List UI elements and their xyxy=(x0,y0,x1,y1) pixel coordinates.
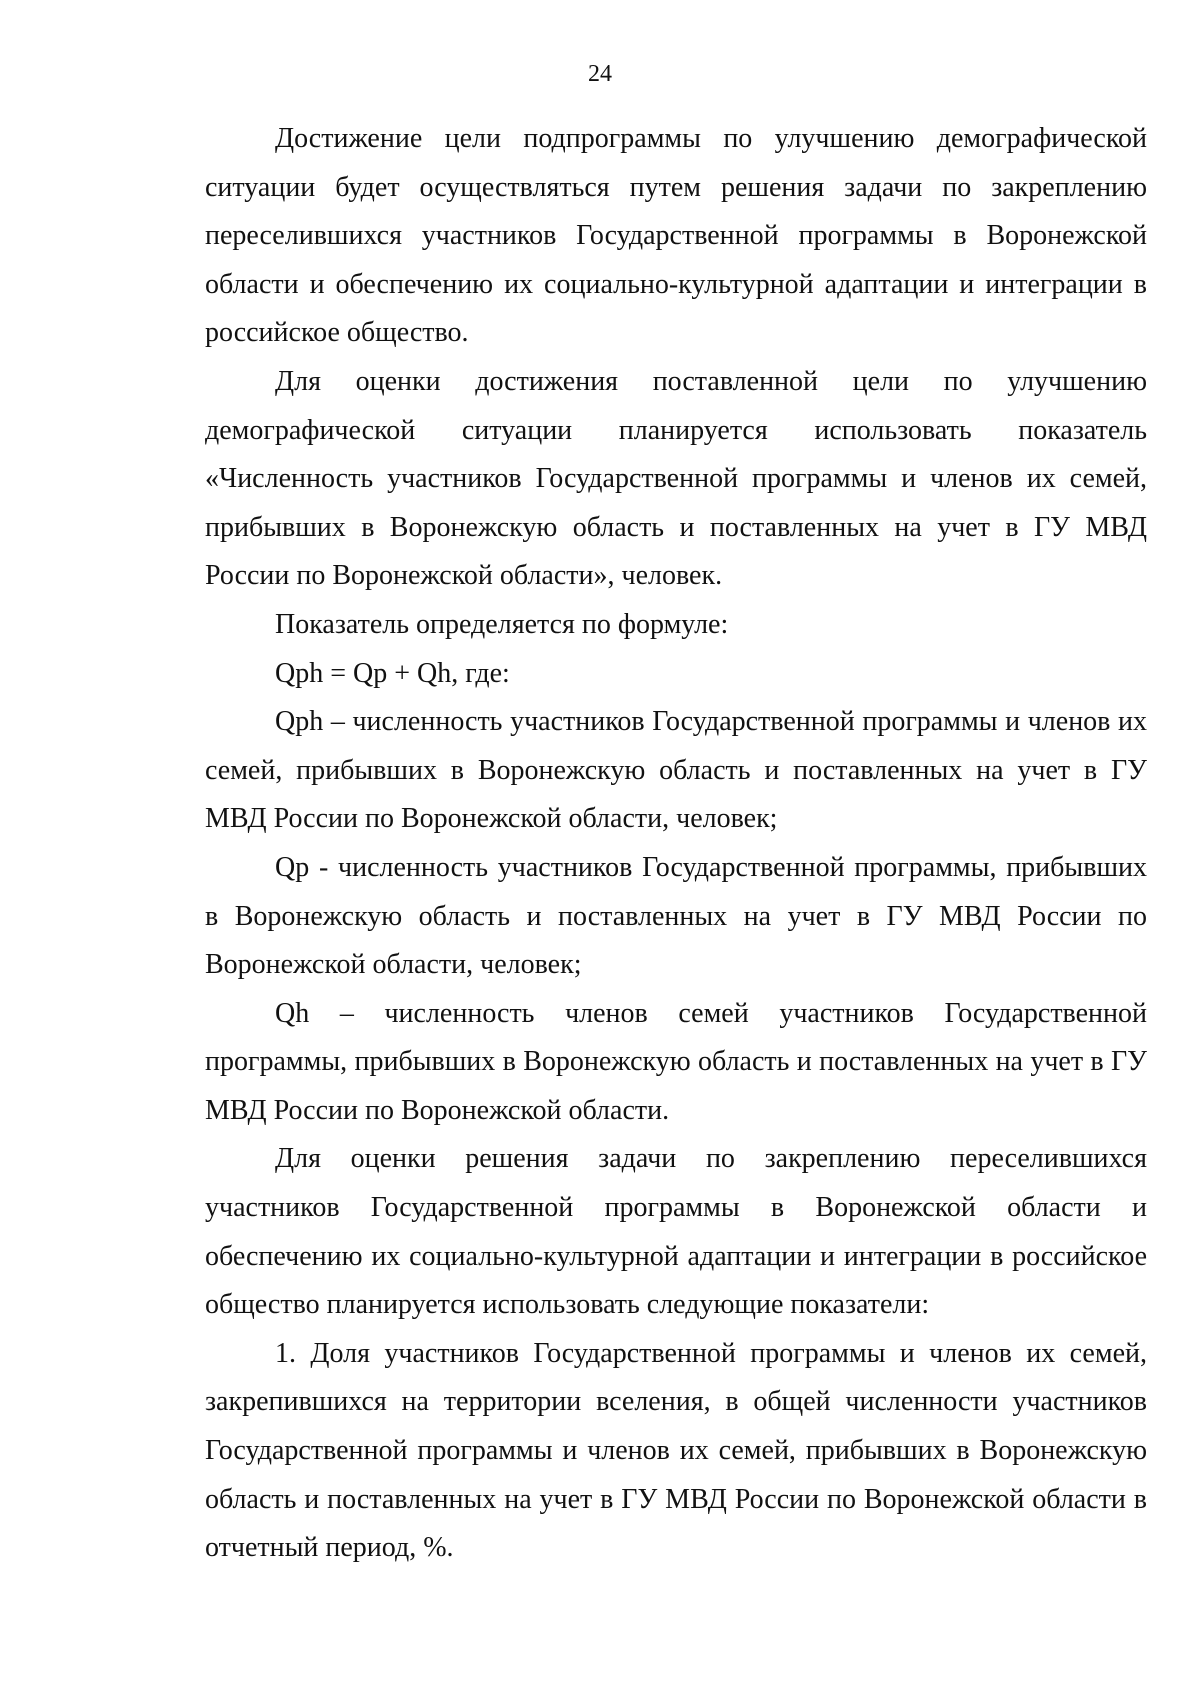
paragraph-formula-intro: Показатель определяется по формуле: xyxy=(275,608,729,640)
page-number: 24 xyxy=(588,61,612,87)
paragraph-goal-indicator: Для оценки достижения поставленной цели по улучшению демографической ситуации планируется использовать показатель «Численность участников Государственной программы и членов их семей, прибывших в Воронежскую область и поставленных на учет в ГУ МВД России по Воронежской области», человек. xyxy=(205,365,1147,592)
paragraph-qph-definition: Qph – численность участников Государственной программы и членов их семей, прибывших в Воронежскую область и поставленных на учет в ГУ МВД России по Воронежской области, человек; xyxy=(205,706,1147,835)
paragraph-qp-definition: Qp - численность участников Государственной программы, прибывших в Воронежскую область и поставленных на учет в ГУ МВД России по Воронежской области, человек; xyxy=(205,851,1147,981)
paragraph-formula: Qph = Qp + Qh, где: xyxy=(275,657,510,689)
paragraph-goal-achievement: Достижение цели подпрограммы по улучшению демографической ситуации будет осуществляться путем решения задачи по закреплению переселившихся участников Государственной программы в Воронежской области и обеспечению их социально-культурной адаптации и интеграции в российское общество. xyxy=(205,123,1147,349)
paragraph-qh-definition: Qh – численность членов семей участников Государственной программы, прибывших в Воронежскую область и поставленных на учет в ГУ МВД России по Воронежской области. xyxy=(205,997,1147,1126)
document-body xyxy=(205,115,1147,1573)
paragraph-task-indicators-intro: Для оценки решения задачи по закреплению переселившихся участников Государственной программы в Воронежской области и обеспечению их социально-культурной адаптации и интеграции в российское общество планируется использовать следующие показатели: xyxy=(205,1143,1147,1321)
paragraph-indicator-1: 1. Доля участников Государственной программы и членов их семей, закрепившихся на территории вселения, в общей численности участников Государственной программы и членов их семей, прибывших в Воронежскую область и поставленных на учет в ГУ МВД России по Воронежской области в отчетный период, %. xyxy=(205,1337,1147,1564)
